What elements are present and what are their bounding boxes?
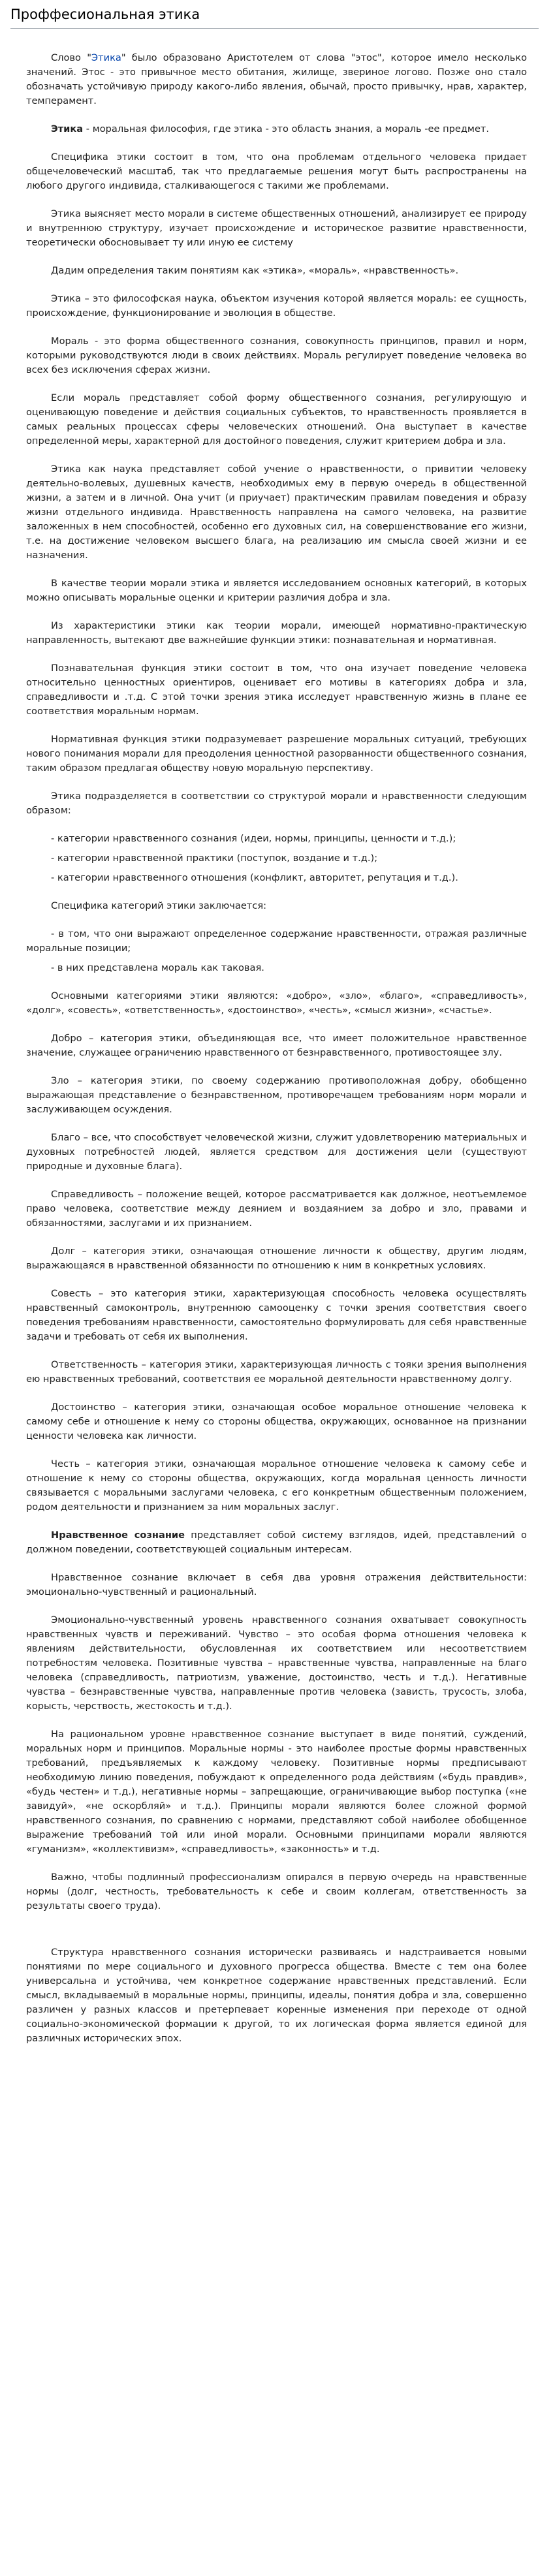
list-item: - категории нравственного сознания (идеи, нормы, принципы, ценности и т.д.); bbox=[51, 833, 456, 844]
paragraph: Дадим определения таким понятиям как «этика», «мораль», «нравственность». bbox=[51, 265, 459, 276]
paragraph: Специфика этики состоит в том, что она проблемам отдельного человека придает общечеловеческий масштаб, так что предлагаемые решения могут быть распространены на любого другого индивида, сталкивающегося с такими же проблемами. bbox=[26, 151, 527, 191]
paragraph: Этика выясняет место морали в системе общественных отношений, анализирует ее природу и внутреннюю структуру, изучает происхождение и историческое развитие нравственности, теоретически обосновывает ту или иную ее систему bbox=[26, 208, 527, 248]
paragraph: Этика подразделяется в соответствии со структурой морали и нравственности следующим образом: bbox=[26, 791, 527, 816]
paragraph: Познавательная функция этики состоит в том, что она изучает поведение человека относительно ценностных ориентиров, оценивает его мотивы в категориях добра и зла, справедливости и .т.д. С этой точки зрения этика исследует нравственную жизнь в плане ее соответствия моральным нормам. bbox=[26, 663, 527, 717]
paragraph: Достоинство – категория этики, означающая особое моральное отношение человека к самому себе и отношение к нему со стороны общества, окружающих, основанное на признании ценности человека как личности. bbox=[26, 1402, 527, 1441]
paragraph: На рациональном уровне нравственное сознание выступает в виде понятий, суждений, моральных норм и принципов. Моральные нормы - это наиболее простые формы нравственных требований, предъявляемых к каждому человеку. Позитивные нормы предписывают необходимую линию поведения, побуждают к определенного рода действиям («будь правдив», «будь честен» и т.д.), негативные нормы – запрещающие, ограничивающие выбор поступка («не завидуй», «не оскорбляй» и т.д.). Принципы морали являются более сложной формой нравственного сознания, по сравнению с нормами, представляют собой наиболее обобщенное выражение требований той или иной морали. Основными принципами морали являются «гуманизм», «коллективизм», «справедливость», «законность» и т.д. bbox=[26, 1729, 527, 1855]
list-item: - категории нравственной практики (поступок, воздание и т.д.); bbox=[51, 853, 378, 864]
paragraph: Нравственное сознание включает в себя два уровня отражения действительности: эмоционально-чувственный и рациональный. bbox=[26, 1572, 527, 1597]
paragraph: Справедливость – положение вещей, которое рассматривается как должное, неотъемлемое право человека, соответствие между деянием и воздаянием за добро и зло, правами и обязанностями, заслугами и их признанием. bbox=[26, 1189, 527, 1229]
list-item: - в них представлена мораль как таковая. bbox=[51, 962, 264, 973]
ethics-wiki-link[interactable]: Этика bbox=[91, 52, 121, 63]
paragraph: Этика - моральная философия, где этика - это область знания, а мораль -ее предмет. bbox=[51, 123, 490, 134]
paragraph: Если мораль представляет собой форму общественного сознания, регулирующую и оценивающую поведение и действия социальных субъектов, то нравственность проявляется в самых реальных процессах сферы человеческих отношений. Она выступает в качестве определенной меры, характерной для достойного поведения, служит критерием добра и зла. bbox=[26, 392, 527, 447]
paragraph: Долг – категория этики, означающая отношение личности к обществу, другим людям, выражающаяся в нравственной обязанности по отношению к ним в конкретных условиях. bbox=[26, 1246, 527, 1271]
paragraph: Специфика категорий этики заключается: bbox=[51, 900, 267, 911]
bold-term: Нравственное сознание bbox=[51, 1530, 185, 1541]
paragraph: Структура нравственного сознания исторически развиваясь и надстраивается новыми понятиями по мере социального и духовного прогресса общества. Вместе с тем она более универсальна и устойчива, чем конкретное содержание нравственных представлений. Если смысл, вкладываемый в моральные нормы, принципы, идеалы, понятия добра и зла, совершенно различен у разных классов и претерпевает коренные изменения при переходе от одной социально-экономической формации к другой, то их логическая форма является единой для различных исторических эпох. bbox=[26, 1947, 527, 2044]
paragraph: Благо – все, что способствует человеческой жизни, служит удовлетворению материальных и духовных потребностей людей, является средством для достижения цели (существуют природные и духовные блага). bbox=[26, 1132, 527, 1172]
paragraph: Зло – категория этики, по своему содержанию противоположная добру, обобщенно выражающая представление о безнравственном, противоречащем требованиям норм морали и заслуживающем осуждения. bbox=[26, 1075, 527, 1115]
article-body bbox=[10, 51, 539, 2046]
paragraph: Совесть – это категория этики, характеризующая способность человека осуществлять нравственный самоконтроль, внутреннюю самооценку с точки зрения соответствия своего поведения требованиям нравственности, самостоятельно формулировать для себя нравственные задачи и требовать от себя их выполнения. bbox=[26, 1288, 527, 1342]
page-title: Проффесиональная этика bbox=[10, 7, 539, 29]
list-item: - категории нравственного отношения (конфликт, авторитет, репутация и т.д.). bbox=[51, 872, 458, 883]
paragraph: Нравственное сознание представляет собой систему взглядов, идей, представлений о должном поведении, соответствующей социальным интересам. bbox=[26, 1530, 527, 1555]
paragraph: Этика как наука представляет собой учение о нравственности, о привитии человеку деятельно-волевых, душевных качеств, необходимых ему в первую очередь в общественной жизни, а затем и в личной. Она учит (и приучает) практическим правилам поведения и образу жизни отдельного индивида. Нравственность направлена на самого человека, на развитие заложенных в нем способностей, особенно его духовных сил, на совершенствование его жизни, т.е. на достижение человеком высшего блага, на реализацию им смысла своей жизни и ее назначения. bbox=[26, 463, 527, 561]
paragraph: Честь – категория этики, означающая моральное отношение человека к самому себе и отношение к нему со стороны общества, окружающих, когда моральная ценность личности связывается с моральными заслугами человека, с его конкретным общественным положением, родом деятельности и признанием за ним моральных заслуг. bbox=[26, 1458, 527, 1513]
bold-term: Этика bbox=[51, 123, 84, 134]
list-item: - в том, что они выражают определенное содержание нравственности, отражая различные моральные позиции; bbox=[26, 928, 527, 954]
paragraph: В качестве теории морали этика и является исследованием основных категорий, в которых можно описывать моральные оценки и критерии различия добра и зла. bbox=[26, 578, 527, 603]
paragraph: Важно, чтобы подлинный профессионализм опирался в первую очередь на нравственные нормы (долг, честность, требовательность к себе и своим коллегам, ответственность за результаты своего труда). bbox=[26, 1872, 527, 1911]
paragraph: Этика – это философская наука, объектом изучения которой является мораль: ее сущность, происхождение, функционирование и эволюция в обществе. bbox=[26, 293, 527, 319]
paragraph: Нормативная функция этики подразумевает разрешение моральных ситуаций, требующих нового понимания морали для преодоления ценностной разорванности общественного сознания, таким образом предлагая обществу новую моральную перспективу. bbox=[26, 734, 527, 774]
spacer bbox=[26, 1927, 527, 1945]
paragraph: Ответственность – категория этики, характеризующая личность с тояки зрения выполнения ею нравственных требований, соответствия ее моральной деятельности нравственному долгу. bbox=[26, 1359, 527, 1385]
paragraph: Слово "Этика" было образовано Аристотелем от слова "этос", которое имело несколько значений. Этос - это привычное место обитания, жилище, звериное логово. Позже оно стало обозначать устойчивую природу какого-либо явления, обычай, просто привычку, нрав, характер, темперамент. bbox=[26, 52, 528, 106]
paragraph: Добро – категория этики, объединяющая все, что имеет положительное нравственное значение, служащее ограничению нравственного от безнравственного, противостоящее злу. bbox=[26, 1033, 527, 1058]
paragraph: Основными категориями этики являются: «добро», «зло», «благо», «справедливость», «долг», «совесть», «ответственность», «достоинство», «честь», «смысл жизни», «счастье». bbox=[26, 990, 527, 1016]
paragraph: Эмоционально-чувственный уровень нравственного сознания охватывает совокупность нравственных чувств и переживаний. Чувство – это особая форма отношения человека к явлениям действительности, обусловленная их соответствием или несоответствием потребностям человека. Позитивные чувства – нравственные чувства, направленные на благо человека (справедливость, патриотизм, уважение, достоинство, честь и т.д.). Негативные чувства – безнравственные чувства, направленные против человека (зависть, трусость, злоба, корысть, черствость, жестокость и т.д.). bbox=[26, 1614, 527, 1712]
paragraph: Мораль - это форма общественного сознания, совокупность принципов, правил и норм, которыми руководствуются люди в своих действиях. Мораль регулирует поведение человека во всех без исключения сферах жизни. bbox=[26, 336, 527, 375]
paragraph: Из характеристики этики как теории морали, имеющей нормативно-практическую направленность, вытекают две важнейшие функции этики: познавательная и нормативная. bbox=[26, 620, 527, 646]
